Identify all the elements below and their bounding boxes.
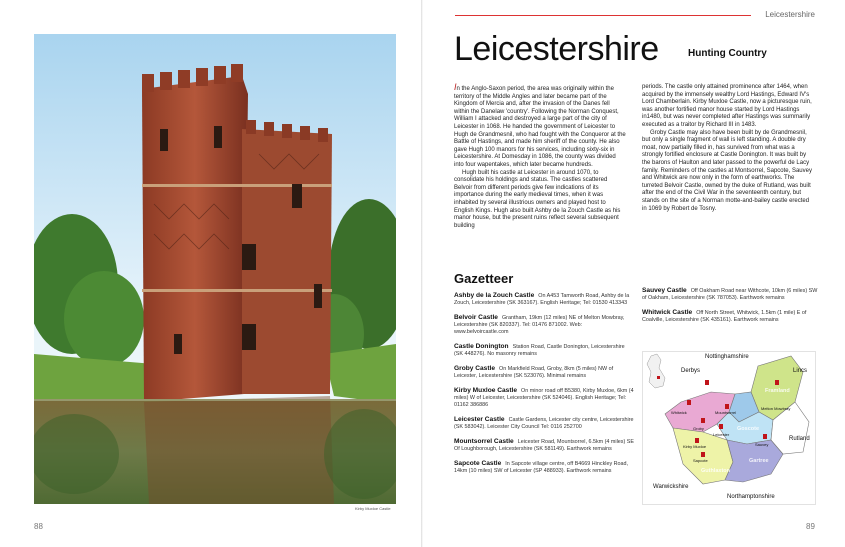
region-label: Derbys — [681, 368, 701, 374]
castle-details: Grantham, 19km (12 miles) NE of Melton Mowbray, Leicestershire (SK 820337). Tel: 01476 871002. Web: www.belvoircastle.com — [454, 315, 625, 335]
castle-name: Groby Castle — [454, 365, 496, 372]
gazetteer-entry — [454, 343, 634, 358]
body-column-2 — [642, 84, 814, 213]
castle-details: On A453 Tamworth Road, Ashby de la Zouch, Leicestershire (SK 363167). English Heritage; Tel: 01530 413343 — [454, 293, 630, 306]
district-label: Guthlaxton — [701, 468, 731, 474]
castle-details: Station Road, Castle Donington, Leicestershire (SK 448276). No masonry remains — [454, 344, 625, 357]
gazetteer-column-1 — [454, 292, 634, 482]
page-number-right: 89 — [806, 522, 815, 531]
body-paragraph: In the Anglo-Saxon period, the area was originally within the territory of the Middle Angles and later became part of the Kingdom of Mercia and, after the invasion of the Danes fell within the Danelaw 'country'. Following the Norman Conquest, William I attacked and destroyed a large part of the city of Leicester in 1068. He handed the government of Leicester to Hugh de Grandmesnil, who had fought with the Conqueror at the Battle of Hastings, and made him sheriff of the county. He also gave Hugh 100 manors for his services, including sixty-six in Leicestershire. At Domesday in 1086, the county was divided into four wapentakes, which later became hundreds. — [454, 82, 626, 168]
place-label: Whitwick — [671, 410, 687, 415]
kirby-muxloe-castle-photo — [34, 34, 396, 504]
header-rule — [455, 15, 751, 16]
castle-details: Off North Street, Whitwick, 1.5km (1 mile) E of Coalville, Leicestershire (SK 435161). Earthwork remains — [642, 310, 807, 323]
chapter-subtitle: Hunting Country — [688, 48, 767, 59]
castle-name: Sauvey Castle — [642, 287, 687, 294]
castle-name: Belvoir Castle — [454, 314, 498, 321]
region-label: Warwickshire — [653, 484, 689, 490]
castle-details: On minor road off B5380, Kirby Muxloe, 6km (4 miles) W of Leicester, Leicestershire (SK 524046). English Heritage; Tel: 01162 386886 — [454, 388, 634, 408]
place-label: Leicester — [713, 432, 730, 437]
place-label: Mountsorrel — [715, 410, 737, 415]
castle-details: In Sapcote village centre, off B4669 Hinckley Road, 14km (10 miles) SW of Leicester (SP 488933). Earthwork remains — [454, 461, 629, 474]
place-label: Sauvey — [755, 442, 769, 447]
gazetteer-title: Gazetteer — [454, 271, 514, 286]
gazetteer-entry — [454, 416, 634, 431]
body-paragraph: Groby Castle may also have been built by de Grandmesnil, but only a single fragment of wall is left standing. A double dry moat, now partially filled in, has survived from what was a strongly fortified enclosure at Castle Donington. It was built by the barons of Haulton and later passed to the powerful de Lacy family. Reminders of the castles at Montsorrel, Sapcote, Sauvey and Whitwick are now only in the form of earthworks. The turreted Belvoir Castle, owned by the duke of Rutland, was built after the end of the Civil War in the seventeenth century, but stands on the site of a Norman motte-and-bailey castle erected in 1069 by Robert de Tosny. — [642, 129, 812, 212]
castle-details: Off Oakham Road near Withcote, 10km (6 miles) SW of Oakham, Leicestershire (SK 787053). Earthwork remains — [642, 288, 818, 301]
place-label: Groby — [693, 426, 704, 431]
gazetteer-column-2 — [642, 287, 818, 331]
castle-name: Sapcote Castle — [454, 460, 502, 467]
castle-name: Kirby Muxloe Castle — [454, 387, 518, 394]
page-gutter — [421, 0, 423, 547]
gazetteer-entry — [454, 292, 634, 307]
body-paragraph: Hugh built his castle at Leicester in around 1070, to consolidate his holdings and status. The castles scattered Belvoir from different periods give few indications of its importance during the early medieval times, when it was inhabited by several illustrious owners and played host to English Kings. Hugh also built Ashby de la Zouch Castle as his manor house, but the present ruins reflect several subsequent building — [454, 169, 621, 229]
place-label: Kirby Muxloe — [683, 444, 707, 449]
body-paragraph: periods. The castle only attained prominence after 1464, when acquired by the immensely wealthy Lord Hastings, Edward IV's Lord Chamberlain. Kirby Muxloe Castle, now a picturesque ruin, was another fortified manor house started by Lord Hastings in1480, but was never completed after Hastings was summarily executed as a traitor by Richard III in 1483. — [642, 84, 812, 128]
body-column-1 — [454, 84, 626, 230]
castle-name: Castle Donington — [454, 343, 509, 350]
district-label: Goscote — [737, 426, 760, 432]
gazetteer-entry — [454, 365, 634, 380]
castle-name: Leicester Castle — [454, 416, 505, 423]
castle-details: Leicester Road, Mountsorrel, 6.5km (4 miles) SE Of Loughborough, Leicestershire (SK 581149). Earthwork remains — [454, 439, 634, 452]
gazetteer-entry — [642, 287, 818, 302]
region-label: Nottinghamshire — [705, 354, 749, 360]
castle-name: Whitwick Castle — [642, 309, 693, 316]
district-label: Gartree — [749, 458, 769, 464]
running-head-text: Leicestershire — [765, 10, 815, 19]
page-number-left: 88 — [34, 522, 43, 531]
gazetteer-entry — [454, 387, 634, 409]
county-castle-map — [642, 351, 816, 505]
gazetteer-entry — [454, 460, 634, 475]
castle-details: On Markfield Road, Groby, 8km (5 miles) NW of Leicester, Leicestershire (SK 523076). Minimal remains — [454, 366, 614, 379]
gazetteer-entry — [642, 309, 818, 324]
region-label: Rutland — [789, 436, 810, 442]
district-label: Framland — [765, 388, 790, 394]
gazetteer-entry — [454, 438, 634, 453]
gazetteer-entry — [454, 314, 634, 336]
castle-name: Ashby de la Zouch Castle — [454, 292, 535, 299]
region-label: Lincs — [793, 368, 808, 374]
region-label: Northamptonshire — [727, 494, 775, 500]
chapter-title: Leicestershire — [454, 30, 659, 68]
photo-caption: Kirby Muxloe Castle — [355, 506, 391, 511]
drop-cap: I — [454, 82, 457, 92]
castle-details: Castle Gardens, Leicester city centre, Leicestershire (SK 583042). Leicester City Council Tel: 0116 252700 — [454, 417, 634, 430]
castle-name: Mountsorrel Castle — [454, 438, 514, 445]
place-label: Sapcote — [693, 458, 708, 463]
place-label: Melton Mowbray — [761, 406, 791, 411]
